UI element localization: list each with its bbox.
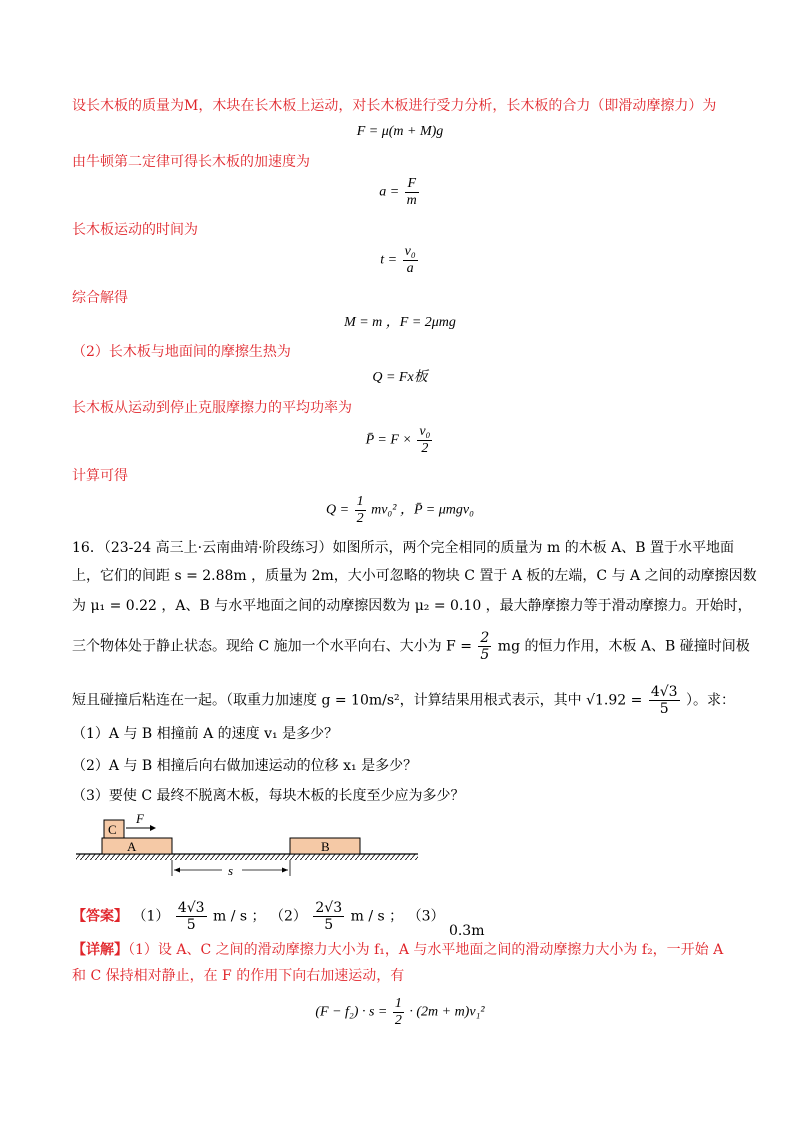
detail-line-2: 和 C 保持相对静止，在 F 的作用下向右加速运动，有 [72, 968, 405, 984]
equation-time [0, 244, 800, 277]
ground [76, 854, 418, 860]
detail-eq-fraction [393, 996, 404, 1029]
equation-result: M = m ，F = 2μmg [344, 315, 456, 330]
eq7-num: 1 [356, 494, 364, 509]
eq6-fraction [417, 424, 432, 457]
p5-fraction [649, 684, 680, 717]
detail-eq-rhs: · (2m + m)v₁² [409, 1004, 485, 1020]
solution-line-2: 由牛顿第二定律可得长木板的加速度为 [72, 154, 310, 170]
solution-line-7: 计算可得 [72, 468, 128, 484]
question-16-p2: 上，它们的间距 s = 2.88m ，质量为 2m，大小可忽略的物块 C 置于 A 板的左端，C 与 A 之间的动摩擦因数 [72, 568, 757, 584]
detail-eq-num: 1 [394, 996, 402, 1011]
equation-final [0, 494, 800, 527]
answer-1-unit: m / s ； [213, 908, 266, 925]
force-arrow [126, 811, 156, 831]
answer-head: 【答案】 [72, 908, 128, 925]
eq2-den: m [406, 193, 417, 208]
answer-2-unit: m / s ； [350, 908, 404, 925]
answer-2-num: 2√3 [315, 900, 343, 916]
equation-acceleration [0, 176, 800, 209]
p5-text-a: 短且碰撞后粘连在一起。（取重力加速度 g = 10m/s²，计算结果用根式表示，其中 √1.92 = [72, 692, 643, 709]
p4-text-a: 三个物体处于静止状态。现给 C 施加一个水平向右、大小为 F = [72, 638, 472, 655]
answer-1-den: 5 [186, 917, 196, 933]
p5-text-b: ）。求： [686, 692, 736, 709]
detail-text-1: （1）设 A、C 之间的滑动摩擦力大小为 f₁，A 与水平地面之间的滑动摩擦力大小为 f₂，一开始 A [128, 942, 724, 958]
solution-line-5: （2）长木板与地面间的摩擦生热为 [72, 344, 291, 360]
eq7-lhs: Q = [326, 502, 350, 518]
eq3-num: v₀ [404, 244, 416, 259]
label-b: B [321, 839, 330, 854]
solution-line-4: 综合解得 [72, 290, 128, 306]
p4-text-b: mg 的恒力作用，木板 A、B 碰撞时间极 [497, 638, 750, 655]
eq6-den: 2 [421, 441, 429, 456]
answer-1-fraction [176, 900, 207, 933]
detail-eq-den: 2 [394, 1013, 402, 1028]
label-c: C [108, 822, 117, 837]
eq6-num: v₀ [419, 424, 431, 439]
detail-line-1 [72, 940, 732, 960]
eq3-den: a [406, 261, 414, 276]
sub-question-2: （2）A 与 B 相撞后向右做加速运动的位移 x₁ 是多少？ [72, 758, 418, 774]
label-s: s [228, 863, 234, 878]
equation-power [0, 424, 800, 457]
p5-den: 5 [659, 701, 669, 717]
answer-2-prefix: （2） [270, 908, 307, 925]
distance-marker [172, 860, 290, 878]
eq7-fraction [355, 494, 366, 527]
answer-2-den: 5 [324, 917, 334, 933]
answer-1-num: 4√3 [177, 900, 205, 916]
sub-question-3: （3）要使 C 最终不脱离木板，每块木板的长度至少应为多少？ [72, 788, 465, 804]
block-c [104, 820, 124, 838]
answer-2-fraction [313, 900, 344, 933]
solution-line-3: 长木板运动的时间为 [72, 222, 198, 238]
eq6-lhs: P̄ = F × [365, 432, 412, 448]
board-b [290, 838, 360, 854]
answer-3-value: 0.3m [448, 922, 485, 939]
p4-den: 5 [480, 647, 490, 663]
sub-question-1: （1）A 与 B 相撞前 A 的速度 v₁ 是多少？ [72, 726, 339, 742]
equation-friction: F = μ(m + M)g [356, 124, 444, 139]
p4-fraction [478, 630, 491, 663]
physics-diagram [72, 810, 432, 880]
answer-3-prefix: （3） [407, 908, 445, 925]
eq3-lhs: t = [380, 252, 398, 268]
label-f: F [136, 811, 144, 826]
question-16-p3: 为 μ₁ = 0.22 ，A、B 与水平地面之间的动摩擦因数为 μ₂ = 0.10 ，最大静摩擦力等于滑动摩擦力。开始时， [72, 598, 752, 614]
detail-head: 【详解】 [72, 942, 128, 958]
label-a: A [127, 839, 137, 854]
eq3-fraction [403, 244, 418, 277]
eq7-rhs: mv₀² ，P̄ = μmgv₀ [371, 502, 474, 518]
equation-work-energy [0, 996, 800, 1029]
answer-line [72, 900, 732, 940]
question-16-p4 [72, 630, 750, 663]
eq2-lhs: a = [379, 184, 400, 200]
equation-heat: Q = Fx板 [372, 370, 428, 385]
question-16-p1: 16．（23-24 高三上·云南曲靖·阶段练习）如图所示，两个完全相同的质量为 m 的木板 A、B 置于水平地面 [72, 540, 734, 556]
question-16-p5 [72, 684, 736, 717]
eq7-den: 2 [356, 511, 364, 526]
eq2-fraction [405, 176, 419, 209]
eq2-num: F [405, 176, 419, 193]
solution-line-1: 设长木板的质量为M，木块在长木板上运动，对长木板进行受力分析，长木板的合力（即滑动摩擦力）为 [72, 98, 717, 114]
solution-line-6: 长木板从运动到停止克服摩擦力的平均功率为 [72, 400, 352, 416]
detail-eq-lhs: (F − f₂) · s = [315, 1004, 388, 1020]
answer-1-prefix: （1） [132, 908, 170, 925]
p4-num: 2 [480, 630, 490, 646]
p5-num: 4√3 [650, 684, 678, 700]
board-a [102, 838, 172, 854]
